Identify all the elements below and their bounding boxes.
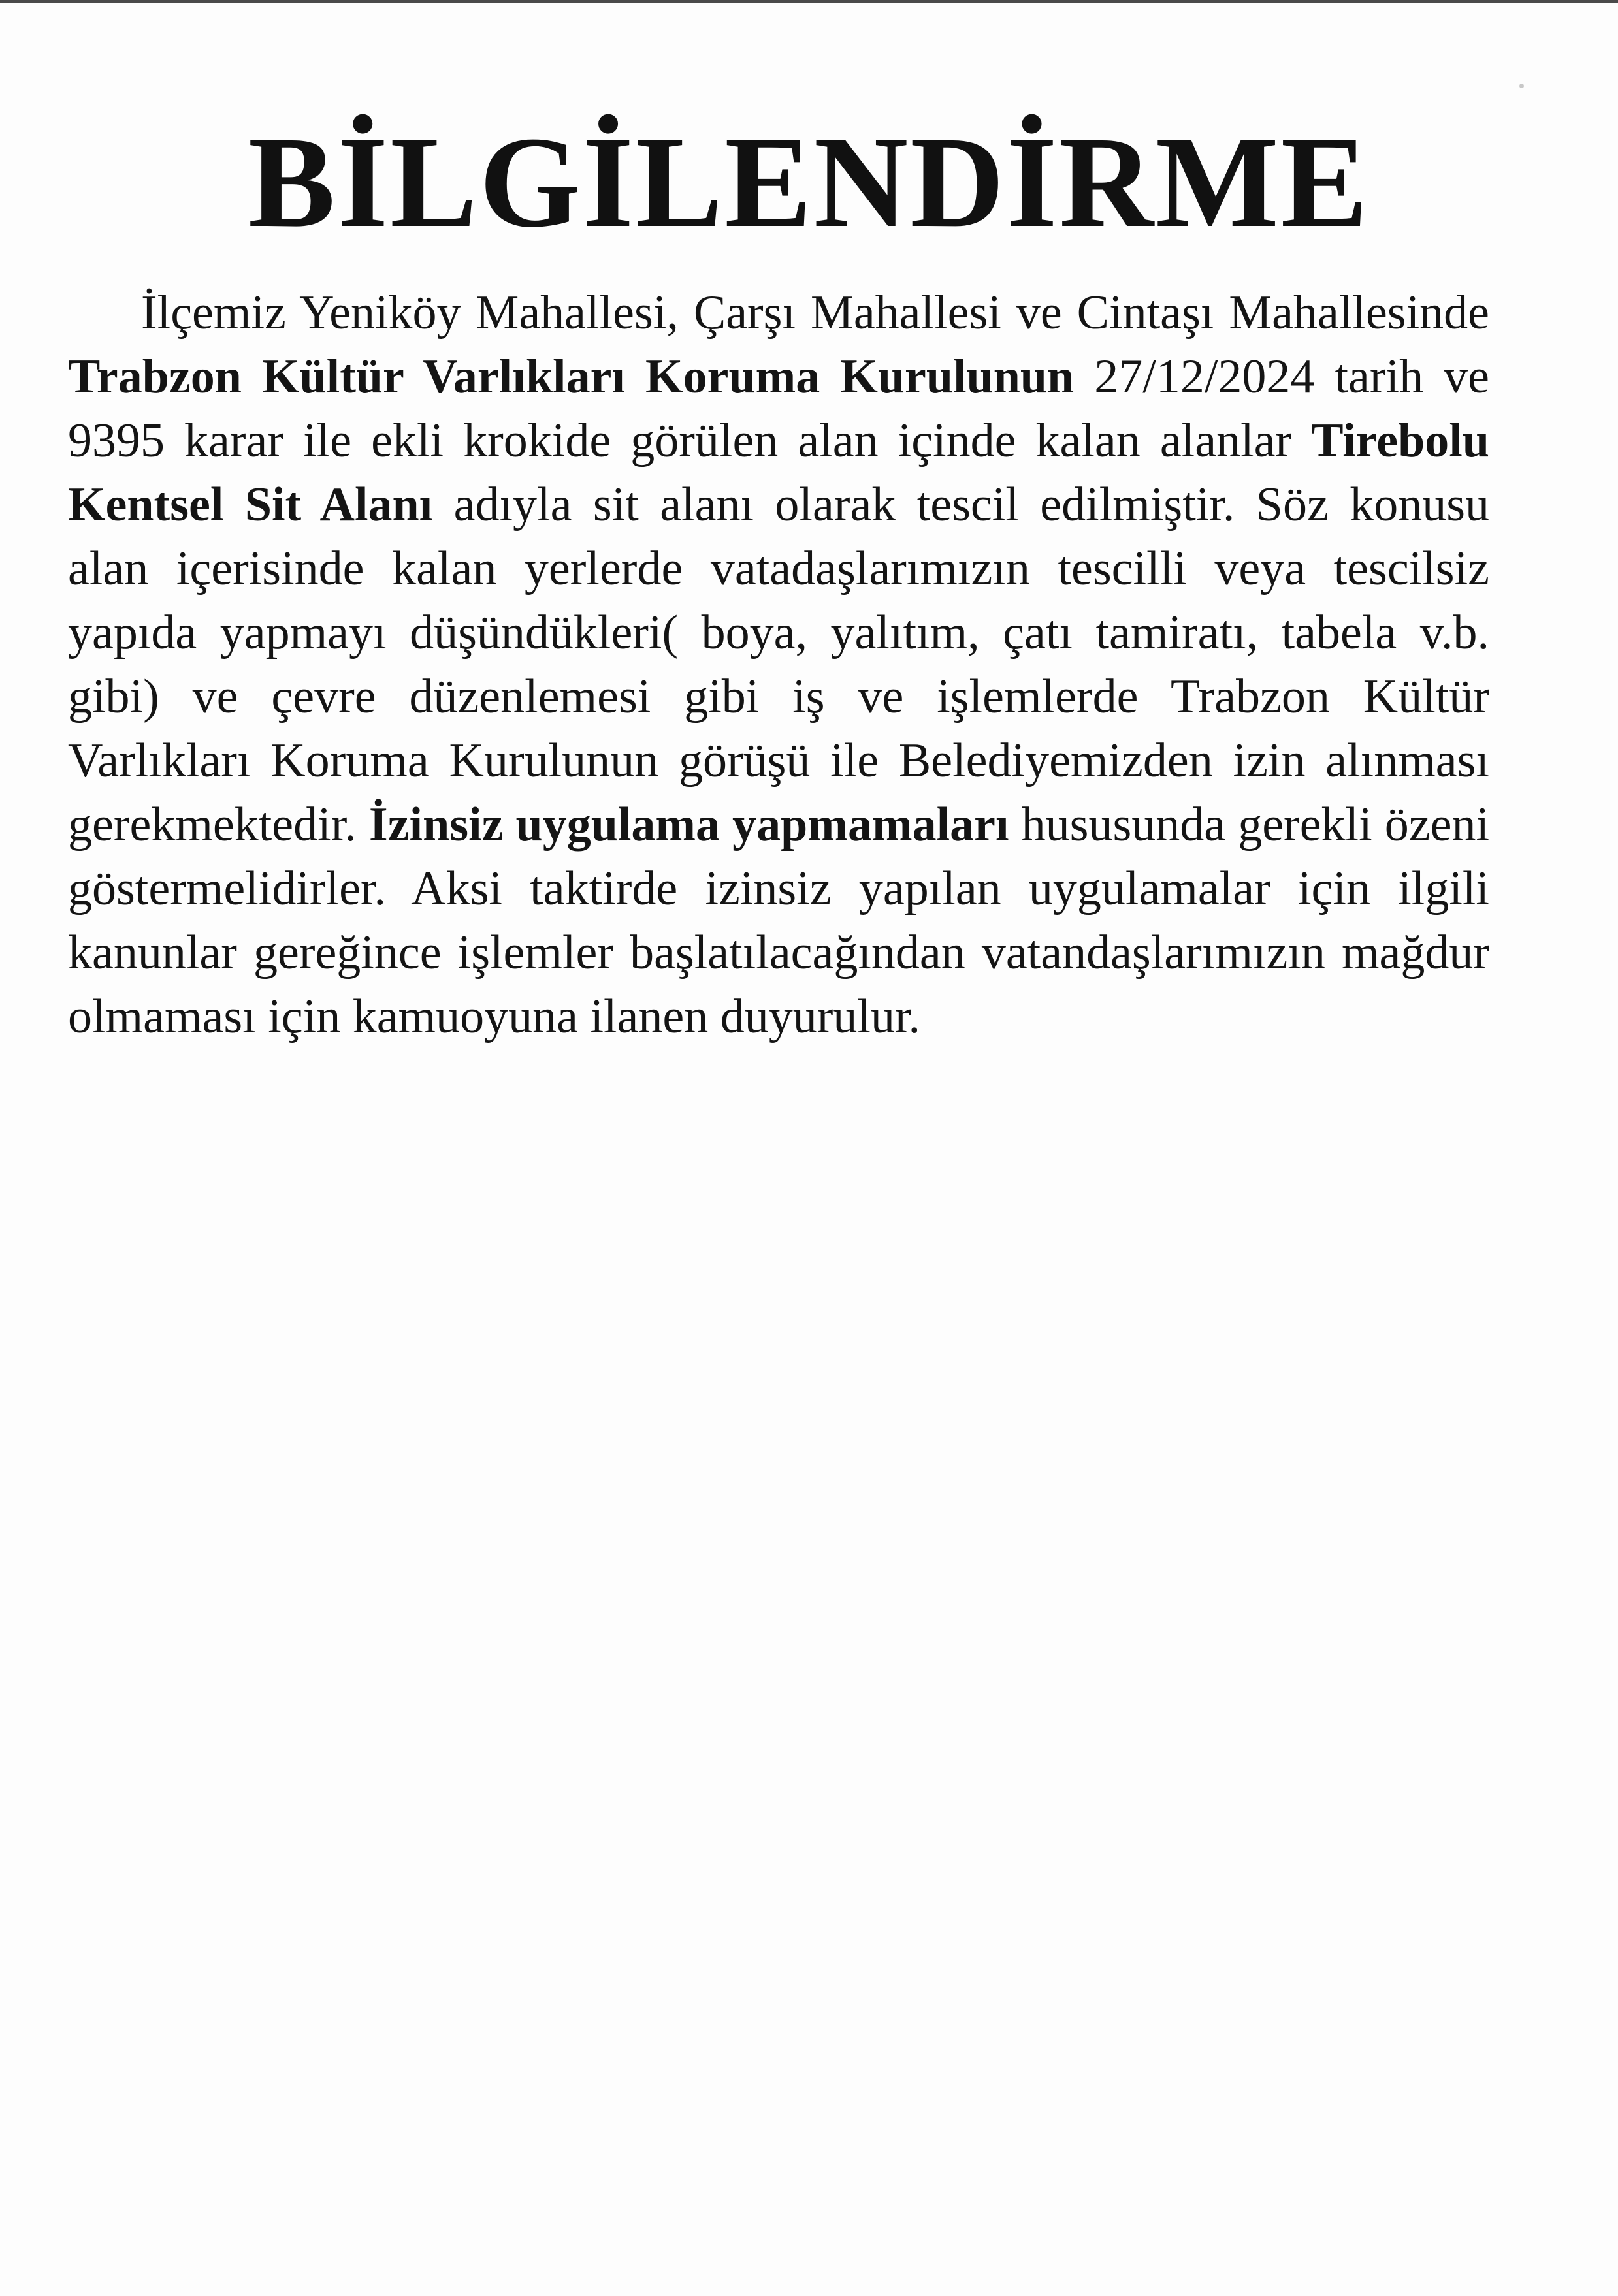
scan-edge xyxy=(0,0,1618,3)
scan-speck xyxy=(1519,84,1524,88)
warning-text: İzinsiz uygulama yapmamaları xyxy=(368,798,1009,852)
intro-text: İlçemiz Yeniköy Mahallesi, Çarşı Mahallesi ve Cintaşı Mahallesinde xyxy=(141,286,1489,340)
decision-text: 27/12/2024 tarih ve 9395 karar ile ekli krokide görülen alan içinde kalan alanlar xyxy=(68,350,1489,468)
document-title: BİLGİLENDİRME xyxy=(248,110,1370,255)
closing-text: hususunda gerekli özeni göstermelidirler. Aksi taktirde izinsiz yapılan uygulamalar için ilgili kanunlar gereğince işlemler başlatılacağından vatandaşlarımızın mağdur olmaması için kamuoyuna ilanen duyurulur. xyxy=(68,798,1490,1044)
site-name: Tirebolu Kentsel Sit Alanı xyxy=(68,414,1489,532)
board-name: Trabzon Kültür Varlıkları Koruma Kurulunun xyxy=(68,350,1075,404)
announcement-paragraph xyxy=(68,281,1489,1049)
registration-text: adıyla sit alanı olarak tescil edilmiştir. Söz konusu alan içerisinde kalan yerlerde vatadaşlarımızın tescilli veya tescilsiz yapıda yapmayı düşündükleri( boya, yalıtım, çatı tamiratı, tabela v.b. gibi) ve çevre düzenlemesi gibi iş ve işlemlerde Trabzon Kültür Varlıkları Koruma Kurulunun görüşü ile Belediyemizden izin alınması gerekmektedir. xyxy=(68,478,1489,852)
